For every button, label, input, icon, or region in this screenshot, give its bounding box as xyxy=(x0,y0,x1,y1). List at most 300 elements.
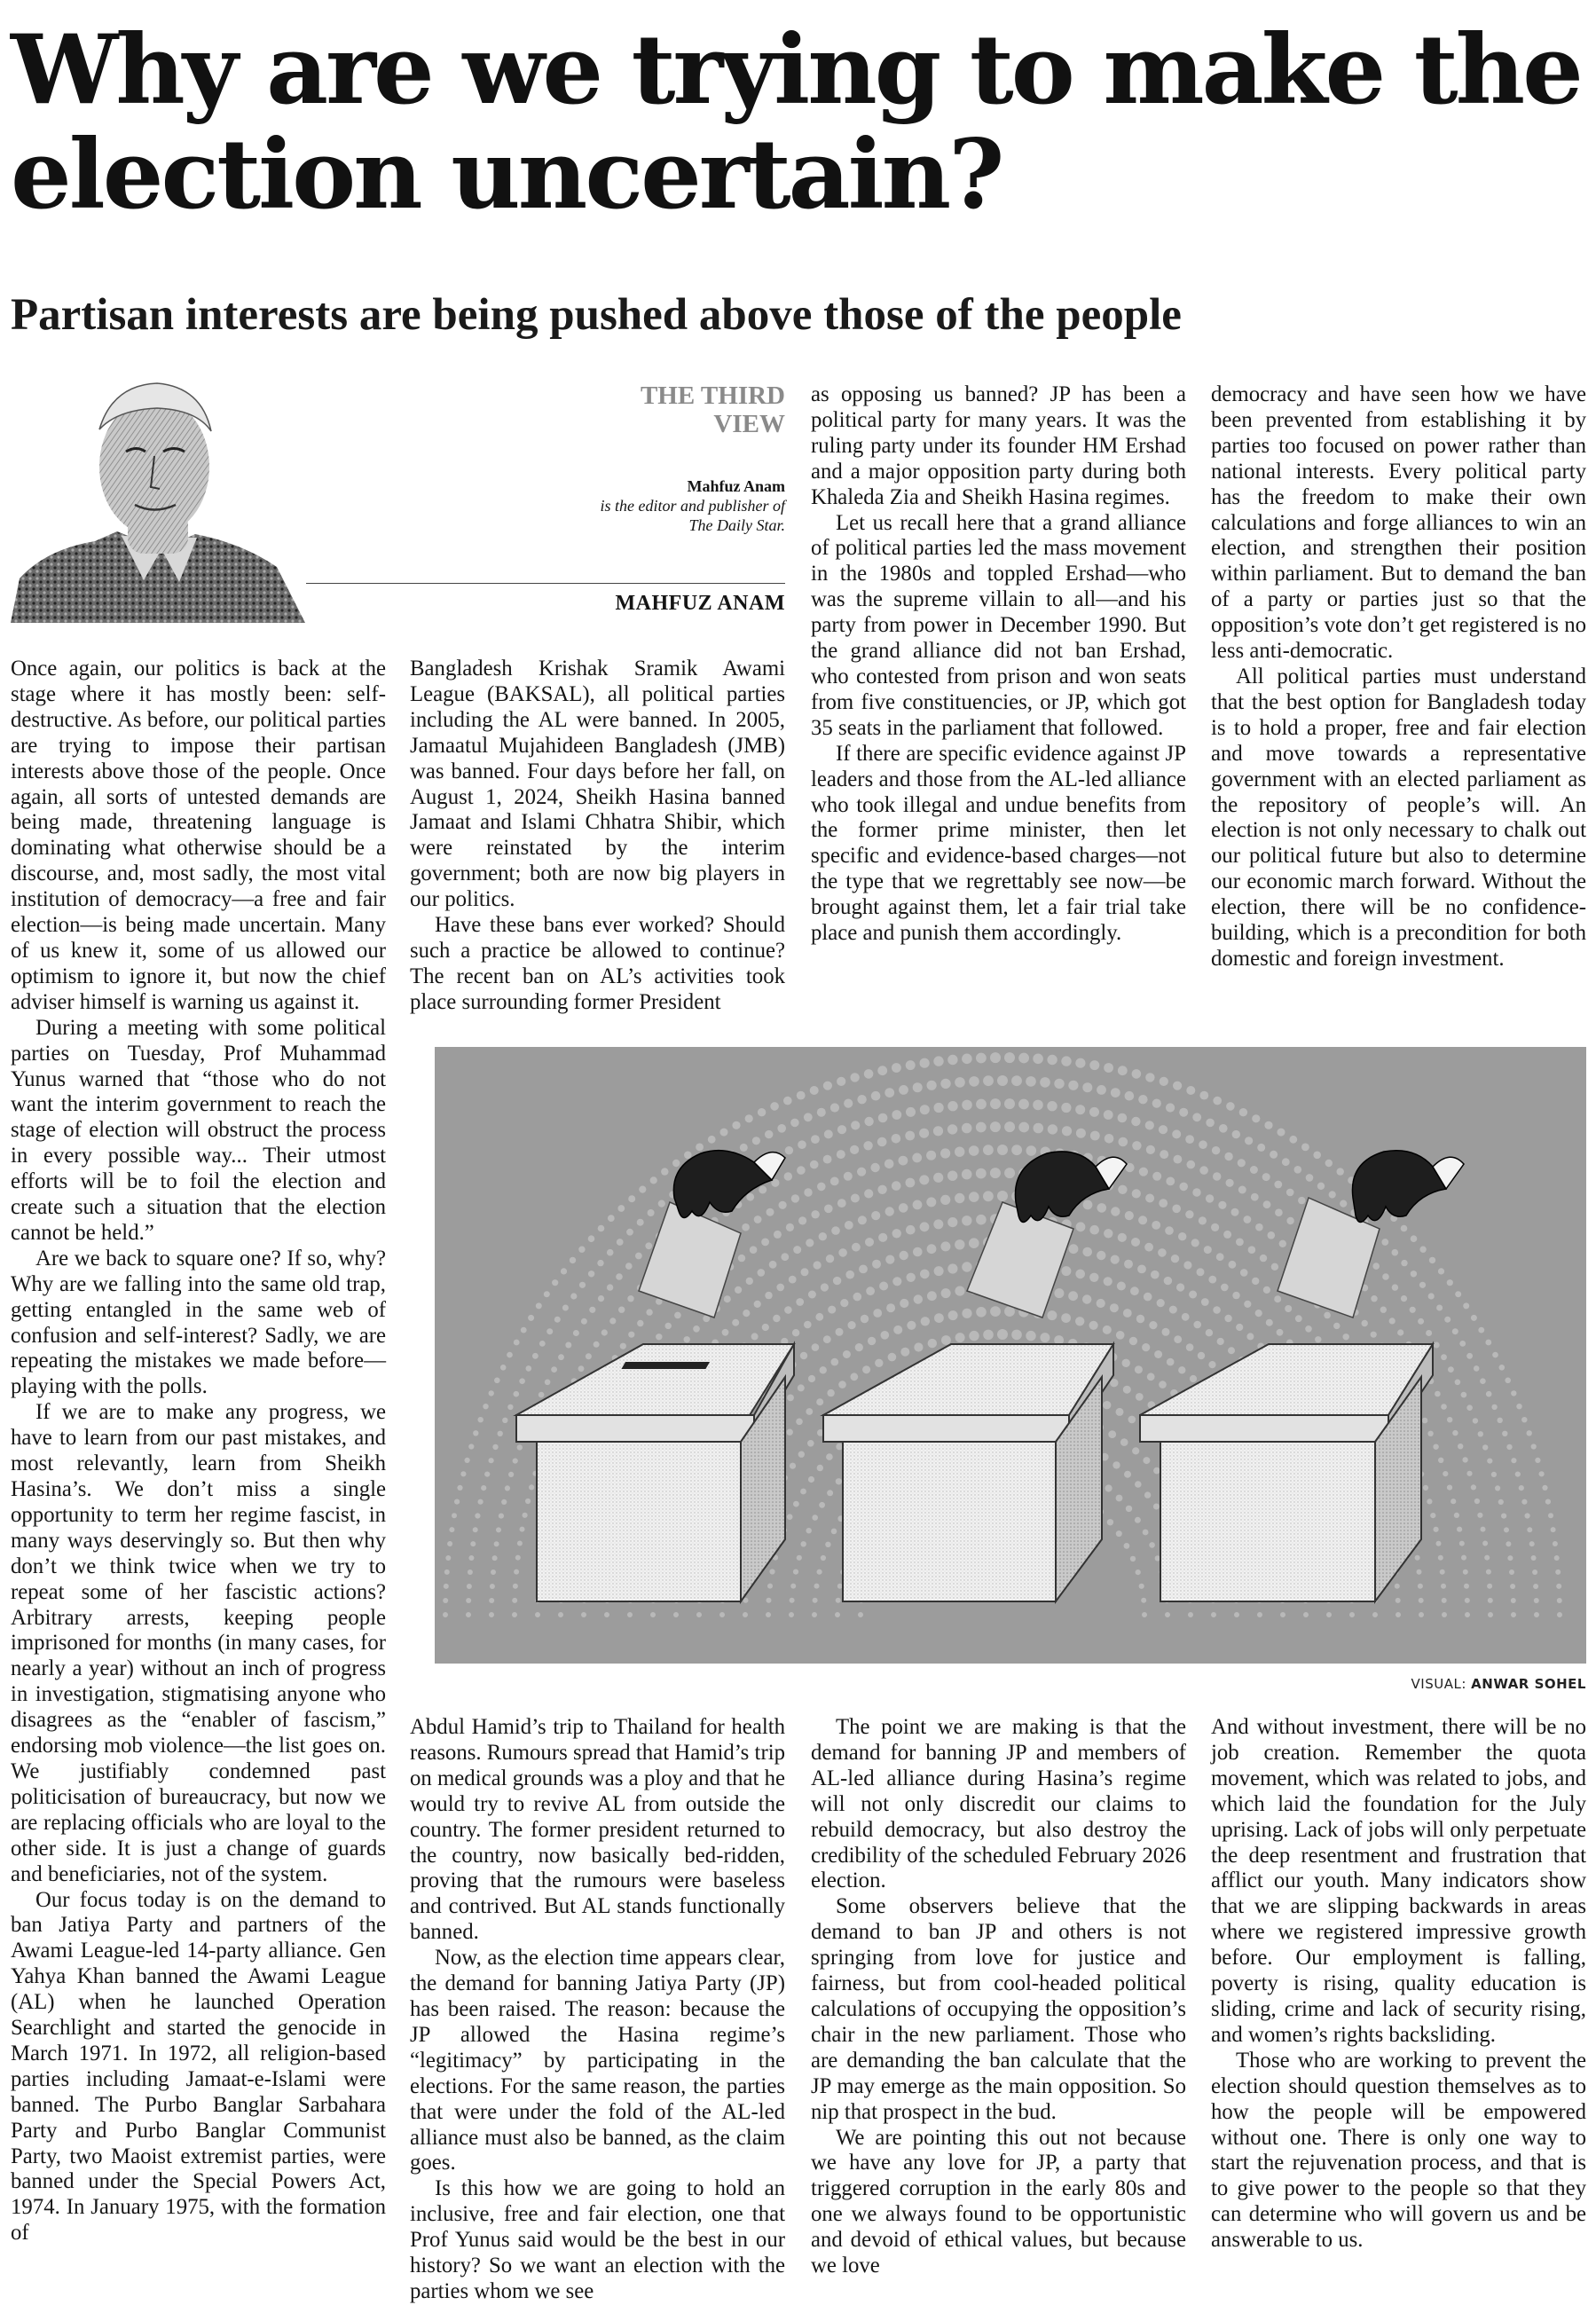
arc-dot xyxy=(1179,1183,1188,1192)
arc-dot xyxy=(983,1330,994,1341)
arc-dot xyxy=(1206,1194,1214,1202)
arc-dot xyxy=(498,1431,503,1436)
arc-dot xyxy=(1199,1091,1208,1100)
arc-dot xyxy=(1153,1504,1160,1510)
arc-dot xyxy=(850,1145,859,1154)
arc-dot xyxy=(823,1335,831,1343)
arc-dot xyxy=(955,1333,965,1342)
arc-dot xyxy=(1136,1315,1144,1323)
arc-dot xyxy=(1152,1172,1161,1181)
arc-dot xyxy=(1381,1239,1388,1246)
arc-dot xyxy=(484,1472,490,1477)
arc-dot xyxy=(1443,1471,1448,1476)
arc-dot xyxy=(844,1099,853,1108)
arc-dot xyxy=(475,1513,480,1518)
arc-dot xyxy=(1192,1113,1201,1121)
author-publication: The Daily Star. xyxy=(688,516,785,534)
arc-dot xyxy=(955,1193,964,1203)
arc-dot xyxy=(1144,1293,1152,1302)
arc-dot xyxy=(1083,1200,1093,1210)
arc-dot xyxy=(1495,1485,1500,1491)
arc-dot xyxy=(1149,1321,1157,1329)
arc-dot xyxy=(526,1365,532,1372)
arc-dot xyxy=(507,1404,513,1410)
arc-dot xyxy=(473,1527,478,1532)
arc-dot xyxy=(885,1255,894,1264)
arc-dot xyxy=(1217,1338,1224,1345)
arc-dot xyxy=(933,1173,943,1183)
arc-dot xyxy=(940,1148,950,1158)
arc-dot xyxy=(554,1317,561,1323)
arc-dot xyxy=(494,1378,500,1384)
arc-dot xyxy=(1551,1527,1556,1532)
arc-dot xyxy=(819,1502,825,1508)
arc-dot xyxy=(1213,1172,1221,1180)
arc-dot xyxy=(1061,1266,1071,1276)
arc-dot xyxy=(1527,1527,1532,1532)
arc-dot xyxy=(1542,1485,1547,1491)
arc-dot xyxy=(562,1305,569,1311)
arc-dot xyxy=(1461,1555,1466,1561)
arc-dot xyxy=(1498,1418,1503,1423)
arc-dot xyxy=(684,1152,692,1160)
arc-dot xyxy=(1141,1598,1146,1603)
arc-dot xyxy=(920,1270,930,1279)
arc-dot xyxy=(607,1284,613,1290)
arc-dot xyxy=(773,1315,780,1322)
arc-dot xyxy=(1144,1491,1151,1498)
arc-dot xyxy=(551,1366,557,1373)
arc-dot xyxy=(976,1168,987,1179)
arc-dot xyxy=(609,1318,616,1324)
arc-dot xyxy=(626,1229,633,1236)
arc-dot xyxy=(693,1326,700,1333)
arc-dot xyxy=(1553,1541,1558,1546)
arc-dot xyxy=(838,1381,846,1389)
arc-dot xyxy=(1154,1350,1162,1358)
arc-dot xyxy=(1255,1310,1262,1317)
arc-dot xyxy=(597,1260,603,1266)
arc-dot xyxy=(906,1178,916,1188)
arc-dot xyxy=(1011,1075,1022,1086)
arc-dot xyxy=(819,1232,827,1240)
arc-dot xyxy=(1089,1321,1098,1330)
paragraph: Have these bans ever worked? Should such a practice be allowed to continue? The recent ban on AL’s activities took place surrounding former President xyxy=(410,913,785,1014)
arc-dot xyxy=(1236,1324,1243,1331)
arc-dot xyxy=(914,1342,923,1351)
arc-dot xyxy=(1116,1408,1124,1416)
arc-dot xyxy=(489,1390,494,1396)
arc-dot xyxy=(900,1299,908,1308)
arc-dot xyxy=(517,1541,523,1546)
arc-dot xyxy=(1301,1144,1309,1152)
arc-dot xyxy=(1125,1091,1135,1101)
arc-dot xyxy=(1459,1541,1465,1546)
arc-dot xyxy=(598,1295,604,1302)
arc-dot xyxy=(1075,1317,1084,1326)
arc-dot xyxy=(1152,1099,1161,1108)
arc-dot xyxy=(1246,1333,1254,1340)
arc-dot xyxy=(1157,1299,1165,1307)
paragraph: democracy and have seen how we have been prevented from establishing it by parties too focused on power rather than national interests. Every political party has the freedom to make their own calculations and forge alliances to win an election, and strengthen their position within parliament. But to demand the ban of a party or parties just so that the opposition’s vote don’t get registered is no less anti-democratic. xyxy=(1211,382,1586,664)
arc-dot xyxy=(1362,1320,1368,1326)
arc-dot xyxy=(1252,1278,1259,1285)
arc-dot xyxy=(817,1108,826,1117)
arc-dot xyxy=(997,1145,1008,1155)
paragraph: Is this how we are going to hold an inclusive, free and fair election, one that Prof Yunus said would be the best in our history? So we want an election with the parties whom we see xyxy=(410,2176,785,2303)
arc-dot xyxy=(1193,1321,1201,1329)
arc-dot xyxy=(983,1145,994,1155)
arc-dot xyxy=(801,1541,806,1546)
arc-dot xyxy=(1389,1318,1396,1324)
arc-dot xyxy=(1447,1417,1452,1422)
arc-dot xyxy=(673,1612,679,1617)
arc-dot xyxy=(1097,1251,1105,1260)
arc-dot xyxy=(767,1208,774,1216)
arc-dot xyxy=(1145,1121,1154,1129)
arc-dot xyxy=(877,1066,887,1075)
arc-dot xyxy=(983,1075,994,1086)
arc-dot xyxy=(1502,1431,1507,1436)
arc-dot xyxy=(941,1288,951,1298)
arc-dot xyxy=(792,1329,799,1336)
arc-dot xyxy=(1533,1584,1538,1589)
arc-dot xyxy=(1124,1260,1133,1269)
arc-dot xyxy=(1231,1208,1239,1216)
arc-dot xyxy=(1411,1235,1418,1242)
arc-dot xyxy=(1401,1260,1407,1266)
arc-dot xyxy=(1018,1099,1029,1110)
arc-dot xyxy=(833,1277,841,1285)
arc-dot xyxy=(1135,1365,1143,1373)
arc-dot xyxy=(1555,1569,1561,1575)
arc-dot xyxy=(810,1160,819,1169)
paragraph: Those who are working to prevent the election should question themselves as to how the people will be empowered without one. There is only one way to start the rejuvenation process, and that is to give power to the people so that they can determine who will govern us and be answerable to us. xyxy=(1211,2048,1586,2253)
arc-dot xyxy=(528,1315,534,1321)
arc-dot xyxy=(1280,1612,1285,1617)
arc-dot xyxy=(617,1205,625,1212)
arc-dot xyxy=(1270,1151,1278,1159)
arc-dot xyxy=(454,1499,460,1505)
arc-dot xyxy=(746,1278,753,1285)
arc-dot xyxy=(859,1265,868,1274)
arc-dot xyxy=(808,1375,815,1382)
arc-dot xyxy=(857,1095,866,1104)
arc-dot xyxy=(776,1284,784,1292)
arc-dot xyxy=(1089,1060,1099,1070)
arc-dot xyxy=(1554,1555,1560,1561)
arc-dot xyxy=(1011,1145,1022,1155)
arc-dot xyxy=(1224,1315,1231,1322)
arc-dot xyxy=(616,1273,623,1280)
arc-dot xyxy=(1082,1294,1091,1303)
arc-dot xyxy=(990,1052,1001,1063)
arc-dot xyxy=(1164,1277,1172,1285)
arc-dot xyxy=(1487,1584,1492,1589)
arc-dot xyxy=(1076,1222,1086,1231)
arc-dot xyxy=(877,1185,886,1194)
arc-dot xyxy=(1477,1513,1482,1518)
arc-dot xyxy=(1545,1499,1551,1505)
arc-dot xyxy=(777,1124,786,1133)
arc-dot xyxy=(781,1253,789,1261)
arc-dot xyxy=(1252,1114,1260,1122)
credit-prefix: VISUAL: xyxy=(1411,1676,1466,1692)
arc-dot xyxy=(848,1321,856,1329)
arc-dot xyxy=(1534,1598,1539,1603)
arc-dot xyxy=(940,1241,950,1251)
arc-dot xyxy=(1011,1330,1022,1341)
arc-dot xyxy=(1521,1417,1527,1422)
arc-dot xyxy=(1504,1527,1509,1532)
arc-dot xyxy=(858,1215,867,1224)
arc-dot xyxy=(620,1343,626,1349)
arc-dot xyxy=(625,1263,633,1270)
arc-dot xyxy=(766,1612,771,1617)
arc-dot xyxy=(1166,1177,1175,1186)
arc-dot xyxy=(1372,1612,1378,1617)
arc-dot xyxy=(1430,1513,1435,1518)
author-portrait xyxy=(11,367,305,623)
arc-dot xyxy=(817,1465,823,1471)
arc-dot xyxy=(1534,1612,1539,1617)
arc-dot xyxy=(789,1612,794,1617)
arc-dot xyxy=(1488,1598,1493,1603)
arc-dot xyxy=(1426,1330,1432,1336)
arc-dot xyxy=(828,1306,836,1314)
arc-dot xyxy=(790,1598,795,1603)
arc-dot xyxy=(505,1485,510,1491)
arc-dot xyxy=(1126,1506,1132,1512)
arc-dot xyxy=(798,1216,806,1224)
arc-dot xyxy=(1438,1458,1443,1463)
arc-dot xyxy=(449,1527,454,1532)
arc-dot xyxy=(806,1239,814,1247)
arc-dot xyxy=(468,1555,474,1561)
arc-dot xyxy=(826,1453,833,1460)
arc-dot xyxy=(665,1323,672,1329)
arc-dot xyxy=(743,1612,748,1617)
arc-dot xyxy=(1107,1519,1113,1525)
arc-dot xyxy=(720,1129,728,1137)
arc-dot xyxy=(920,1222,930,1231)
arc-dot xyxy=(920,1058,930,1068)
arc-dot xyxy=(466,1612,471,1617)
arc-dot xyxy=(1452,1328,1458,1334)
arc-dot xyxy=(1324,1312,1331,1319)
arc-dot xyxy=(899,1203,908,1213)
arc-dot xyxy=(754,1301,761,1308)
body-column-3-top xyxy=(811,382,1186,947)
arc-dot xyxy=(499,1514,504,1519)
arc-dot xyxy=(934,1266,944,1276)
arc-dot xyxy=(1343,1333,1349,1340)
arc-dot xyxy=(1132,1069,1142,1079)
arc-dot xyxy=(1392,1249,1399,1256)
arc-dot xyxy=(1069,1244,1079,1254)
arc-dot xyxy=(732,1319,739,1326)
arc-dot xyxy=(1372,1263,1380,1270)
paragraph: Bangladesh Krishak Sramik Awami League (BAKSAL), all political parties including the AL were banned. In 2005, Jamaatul Mujahideen Bangladesh (JMB) was banned. Four days before her fall, on August 1, 2024, Sheikh Hasina banned Jamaat and Islami Chhatra Shibir, which were reinstated by the interim government; both are now big players in our politics. xyxy=(410,657,785,912)
arc-dot xyxy=(878,1233,887,1242)
arc-dot xyxy=(1539,1471,1545,1476)
arc-dot xyxy=(492,1555,498,1561)
arc-dot xyxy=(759,1186,767,1194)
arc-dot xyxy=(997,1075,1008,1086)
arc-dot xyxy=(1076,1129,1086,1138)
arc-dot xyxy=(1275,1208,1283,1216)
arc-dot xyxy=(892,1229,901,1238)
arc-dot xyxy=(1208,1361,1215,1368)
arc-dot xyxy=(831,1529,837,1535)
arc-dot xyxy=(1317,1183,1325,1190)
arc-dot xyxy=(888,1353,897,1362)
arc-dot xyxy=(1473,1418,1478,1423)
arc-dot xyxy=(814,1584,820,1589)
arc-dot xyxy=(1557,1612,1562,1617)
arc-dot xyxy=(1419,1612,1424,1617)
arc-dot xyxy=(1418,1318,1424,1325)
arc-dot xyxy=(457,1485,462,1491)
arc-dot xyxy=(496,1527,501,1532)
arc-dot xyxy=(512,1612,517,1617)
arc-dot xyxy=(746,1193,754,1201)
arc-dot xyxy=(1182,1313,1190,1321)
arc-dot xyxy=(868,1337,876,1345)
arc-dot xyxy=(1326,1612,1332,1617)
arc-dot xyxy=(1294,1166,1302,1174)
arc-dot xyxy=(823,1082,832,1090)
arc-dot xyxy=(1434,1342,1440,1349)
arc-dot xyxy=(824,1129,833,1138)
arc-dot xyxy=(1118,1113,1128,1123)
arc-dot xyxy=(990,1098,1001,1109)
arc-dot xyxy=(1183,1261,1191,1269)
arc-dot xyxy=(907,1273,916,1282)
arc-dot xyxy=(1176,1283,1184,1291)
arc-dot xyxy=(645,1242,652,1249)
paragraph: Some observers believe that the demand to ban JP and others is not springing from love for justice and fairness, but from cool-headed political calculations of occupying the opposition’s chair in the new parliament. Those who are demanding the ban calculate that the JP may emerge as the main opposition. So nip that prospect in the bud. xyxy=(811,1894,1186,2124)
arc-dot xyxy=(1401,1295,1407,1302)
arc-dot xyxy=(1529,1541,1535,1546)
arc-dot xyxy=(800,1352,807,1359)
arc-dot xyxy=(881,1331,890,1340)
arc-dot xyxy=(767,1598,772,1603)
arc-dot xyxy=(783,1097,792,1105)
arc-dot xyxy=(913,1247,923,1257)
arc-dot xyxy=(1048,1124,1057,1134)
arc-dot xyxy=(650,1612,656,1617)
arc-dot xyxy=(512,1598,517,1603)
arc-dot xyxy=(976,1122,987,1133)
arc-dot xyxy=(618,1307,625,1313)
arc-dot xyxy=(1159,1199,1168,1208)
arc-dot xyxy=(1138,1095,1147,1104)
arc-dot xyxy=(1136,1393,1144,1401)
arc-dot xyxy=(1068,1291,1078,1301)
arc-dot xyxy=(1158,1248,1167,1257)
arc-dot xyxy=(1333,1323,1340,1329)
arc-dot xyxy=(790,1463,796,1469)
arc-dot xyxy=(1278,1129,1285,1137)
arc-dot xyxy=(1213,1306,1221,1314)
arc-dot xyxy=(578,1247,585,1253)
arc-dot xyxy=(1167,1358,1175,1366)
arc-dot xyxy=(864,1189,873,1198)
arc-dot xyxy=(884,1160,894,1169)
arc-dot xyxy=(1111,1207,1120,1215)
arc-dot xyxy=(1162,1328,1170,1336)
arc-dot xyxy=(1166,1103,1175,1112)
arc-dot xyxy=(962,1262,971,1271)
arc-dot xyxy=(1274,1181,1282,1189)
arc-dot xyxy=(1105,1484,1112,1491)
arc-dot xyxy=(466,1598,471,1603)
arc-dot xyxy=(906,1060,916,1070)
arc-dot xyxy=(628,1332,634,1338)
arc-dot xyxy=(1033,1054,1043,1065)
arc-dot xyxy=(899,1085,908,1095)
arc-dot xyxy=(1201,1298,1209,1306)
author-bio xyxy=(497,476,785,535)
arc-dot xyxy=(1130,1556,1136,1562)
arc-dot xyxy=(1240,1269,1248,1277)
arc-dot xyxy=(1124,1543,1130,1549)
arc-dot xyxy=(969,1076,979,1087)
arc-dot xyxy=(1436,1541,1442,1546)
arc-dot xyxy=(1442,1598,1447,1603)
arc-dot xyxy=(1466,1404,1473,1411)
arc-dot xyxy=(813,1598,818,1603)
body-column-2-bottom xyxy=(410,1715,785,2305)
arc-dot xyxy=(1435,1391,1441,1397)
arc-dot xyxy=(816,1398,823,1405)
arc-dot xyxy=(1151,1271,1160,1279)
arc-dot xyxy=(811,1210,819,1218)
arc-dot xyxy=(865,1238,874,1247)
arc-dot xyxy=(1199,1216,1207,1224)
credit-artist: ANWAR SOHEL xyxy=(1471,1676,1586,1692)
arc-dot xyxy=(787,1429,793,1436)
arc-dot xyxy=(1457,1527,1462,1532)
arc-dot xyxy=(1306,1174,1314,1182)
arc-dot xyxy=(812,1514,818,1521)
arc-dot xyxy=(1054,1079,1064,1089)
arc-dot xyxy=(1478,1327,1484,1333)
arc-dot xyxy=(1419,1282,1426,1288)
arc-dot xyxy=(1103,1326,1112,1334)
arc-dot xyxy=(1104,1110,1113,1120)
arc-dot xyxy=(913,1082,923,1092)
body-column-4-top xyxy=(1211,382,1586,972)
arc-dot xyxy=(1122,1359,1130,1367)
arc-dot xyxy=(1191,1239,1199,1247)
arc-dot xyxy=(1116,1495,1123,1502)
arc-dot xyxy=(570,1293,577,1299)
author-description: is the editor and publisher of xyxy=(600,497,785,515)
arc-dot xyxy=(830,1177,839,1186)
arc-dot xyxy=(1153,1467,1160,1475)
arc-dot xyxy=(1498,1499,1504,1505)
arc-dot xyxy=(1458,1444,1463,1449)
arc-dot xyxy=(907,1321,916,1330)
arc-dot xyxy=(1419,1247,1426,1253)
arc-dot xyxy=(765,1292,772,1299)
arc-dot xyxy=(1263,1200,1271,1208)
arc-dot xyxy=(1329,1191,1336,1198)
arc-dot xyxy=(767,1584,773,1589)
arc-dot xyxy=(738,1255,745,1262)
